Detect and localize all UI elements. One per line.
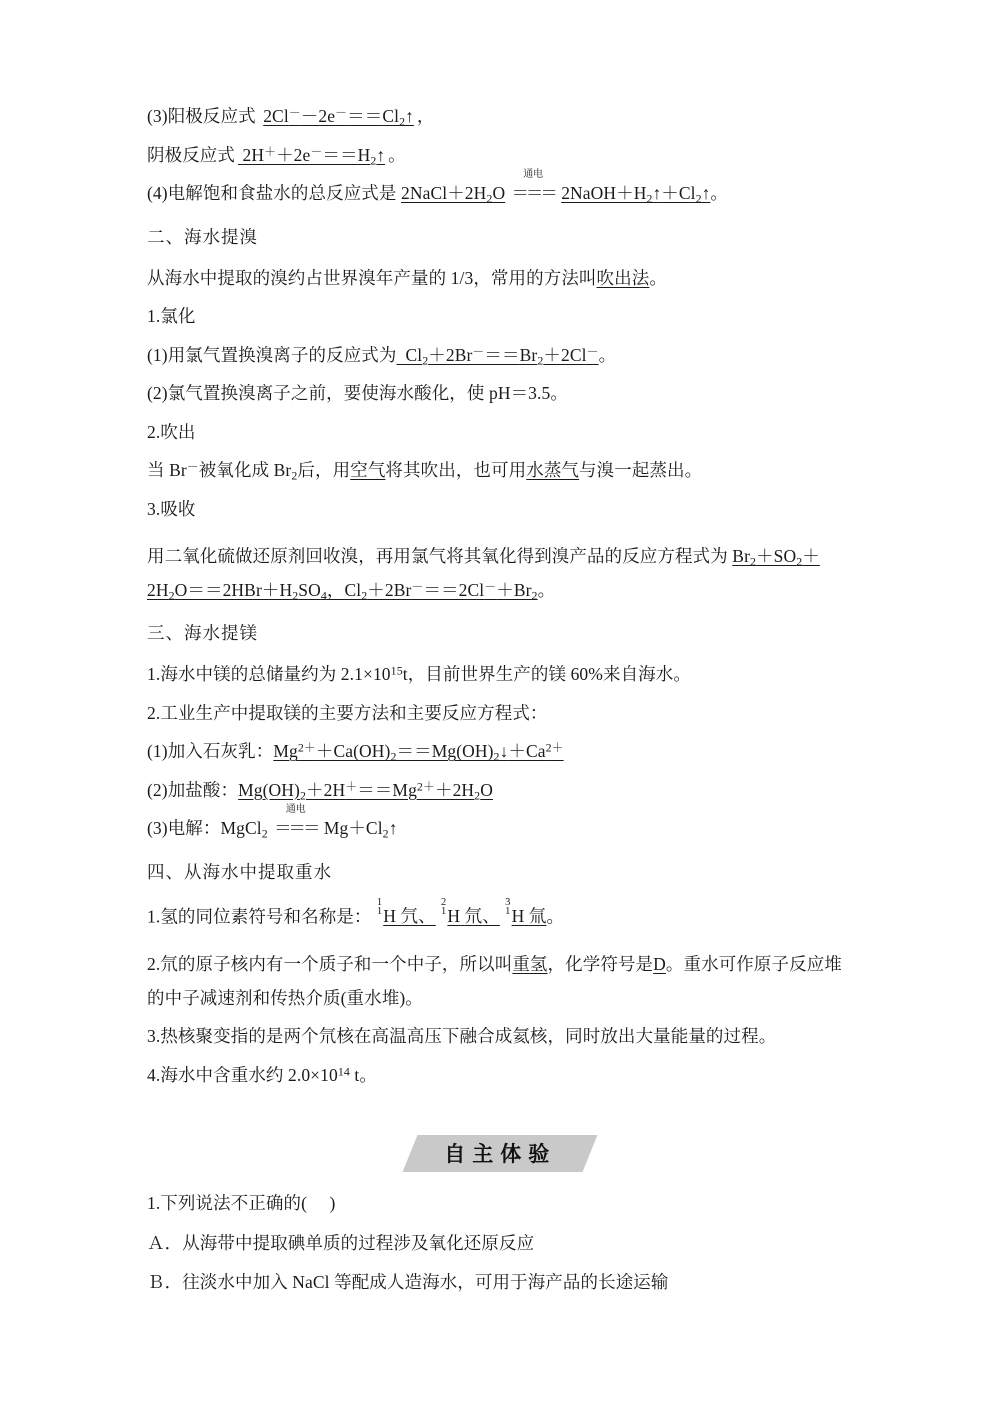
- lime-equation: $Mg^{2+}+Ca(OH)_2==Mg(OH)_2↓+Ca^{2+}$: [273, 740, 564, 764]
- subsection-heading-absorption: 3.吸收: [147, 498, 196, 519]
- overall-equation: $2NaCl+2H_2O$ 通电 ＝＝＝ $2NaOH+H_2↑+Cl_2↑$: [401, 169, 711, 206]
- paragraph-heavy-water-amount: [147, 1064, 857, 1085]
- heavy-water-before: 4.海水中含重水约 2.0×10: [147, 1064, 338, 1085]
- nuclide-tritium: 3 1: [505, 897, 511, 918]
- blowout-seg1: 当 Br: [147, 460, 187, 480]
- isotopes-tail: 。: [546, 906, 565, 927]
- quiz-option-b[interactable]: Ｂ．往淡水中加入 NaCl 等配成人造海水，可用于海产品的长途运输: [147, 1272, 669, 1292]
- paragraph-anode-reaction: [147, 105, 857, 129]
- paragraph-overall-electrolysis: [147, 169, 857, 206]
- quiz-answer-bracket-close: ): [329, 1193, 336, 1213]
- paragraph-bromine-intro: [147, 267, 857, 288]
- blowout-sub: 2: [291, 468, 298, 483]
- mgcl2-prefix: (3)电解：: [147, 818, 221, 839]
- mg-reserves-before: 1.海水中镁的总储量约为 2.1×10: [147, 664, 391, 685]
- quiz-option-a[interactable]: Ａ．从海带中提取碘单质的过程涉及氧化还原反应: [147, 1232, 535, 1253]
- subsection-heading-blowout: 2.吹出: [147, 421, 196, 442]
- cathode-tail: 。: [388, 144, 406, 165]
- paragraph-cathode-reaction: [147, 144, 857, 167]
- paragraph-hydrogen-isotopes: [147, 897, 857, 927]
- bromine-intro-after: 。: [649, 267, 667, 288]
- paragraph-chlorination-equation: [147, 344, 857, 367]
- anode-answer: $2Cl^--2e^-==Cl_2↑$: [263, 105, 414, 129]
- blowout-answer-air: 空气: [350, 460, 386, 480]
- deuterium-seg2: ，化学符号是: [547, 953, 654, 974]
- paragraph-thermonuclear-fusion: 3.热核聚变指的是两个氘核在高温高压下融合成氦核，同时放出大量能量的过程。: [147, 1026, 777, 1046]
- blowout-charge: －: [186, 459, 199, 474]
- heavy-water-after: t。: [349, 1064, 377, 1085]
- deuterium-answer-symbol: D: [653, 953, 666, 974]
- absorption-equation: $Br_2+SO_2+2H_2O==2HBr+H_2SO_4$，$Cl_2+2Br^-==2Cl^-+Br_2$: [147, 546, 820, 603]
- document-body: [147, 105, 857, 1105]
- paragraph-deuterium-nucleus: [147, 947, 857, 1015]
- condition-electrolysis-mg: 通电 ＝＝＝: [274, 804, 318, 839]
- section-banner-row: [0, 1135, 1000, 1195]
- section-heading-heavy-water: 四、从海水中提取重水: [147, 861, 332, 882]
- self-experience-banner: [403, 1135, 598, 1172]
- mg-reserves-after: t，目前世界生产的镁 60%来自海水。: [402, 664, 691, 685]
- bromine-intro-before: 从海水中提取的溴约占世界溴年产量的 1/3，常用的方法叫: [147, 267, 597, 288]
- deuterium-seg1: 2.氘的原子核内有一个质子和一个中子，所以叫: [147, 953, 513, 974]
- paragraph-hydrochloric-acid: [147, 779, 857, 803]
- heavy-water-exponent: 14: [337, 1064, 350, 1079]
- blowout-seg3: 后，用: [297, 460, 351, 480]
- paragraph-lime-milk: [147, 740, 857, 764]
- blowout-seg2: 被氧化成 Br: [198, 460, 292, 480]
- quiz-section: [147, 1195, 857, 1314]
- section-heading-magnesium: 三、海水提镁: [147, 623, 258, 644]
- section-heading-bromine: 二、海水提溴: [147, 226, 258, 247]
- bromine-intro-answer: 吹出法: [596, 267, 650, 288]
- chlorination-prefix: (1)用氯气置换溴离子的反应式为: [147, 344, 397, 365]
- lime-prefix: (1)加入石灰乳：: [147, 741, 274, 762]
- isotopes-prefix: 1.氢的同位素符号和名称是：: [147, 906, 372, 927]
- anode-prefix: (3)阳极反应式: [147, 106, 256, 126]
- mg-reserves-exponent: 15: [390, 663, 403, 678]
- cathode-prefix: 阴极反应式: [147, 144, 235, 165]
- isotopes-answer: 1 1 H 氕、 2 1 H 氘、 3 1 H 氚: [372, 906, 547, 926]
- absorption-tail: 。: [537, 580, 556, 601]
- quiz-question: [147, 1195, 857, 1213]
- paragraph-mgcl2-electrolysis: [147, 804, 857, 841]
- quiz-question-text: 1.下列说法不正确的(: [147, 1193, 308, 1213]
- chlorination-answer: $Cl_2+2Br^-==Br_2+2Cl^-$: [405, 344, 599, 367]
- subsection-heading-chlorination: 1.氯化: [147, 306, 196, 326]
- overall-prefix: (4)电解饱和食盐水的总反应式是: [147, 183, 397, 203]
- nuclide-deuterium: 2 1: [440, 897, 447, 918]
- overall-tail: 。: [710, 183, 729, 203]
- paragraph-blowout-body: [147, 459, 857, 483]
- hcl-prefix: (2)加盐酸：: [147, 779, 239, 800]
- self-experience-banner-label: 自主体验: [444, 1143, 557, 1166]
- paragraph-magnesium-methods: 2.工业生产中提取镁的主要方法和主要反应方程式：: [147, 702, 548, 723]
- absorption-prefix: 用二氧化硫做还原剂回收溴，再用氯气将其氧化得到溴产品的反应方程式为: [147, 546, 728, 566]
- nuclide-protium: 1 1: [376, 897, 383, 918]
- hcl-equation: $Mg(OH)_2+2H^+==Mg^{2+}+2H_2O$: [238, 779, 493, 803]
- paragraph-absorption-body: [147, 539, 857, 607]
- mgcl2-equation: MgCl$_2$ 通电 ＝＝＝ $Mg+Cl_2↑$: [220, 804, 398, 841]
- anode-tail: ，: [416, 106, 435, 126]
- paragraph-acidification: (2)氯气置换溴离子之前，要使海水酸化，使 pH＝3.5。: [147, 383, 568, 403]
- blowout-seg4: 将其吹出，也可用: [385, 460, 527, 480]
- paragraph-magnesium-reserves: [147, 663, 857, 685]
- chlorination-tail: 。: [598, 344, 617, 365]
- deuterium-answer-heavy-hydrogen: 重氢: [512, 953, 548, 974]
- blowout-seg5: 与溴一起蒸出。: [579, 460, 703, 480]
- deuterium-seg3: 。重水可作原子反应堆的中子减速剂和传热介质(重水堆)。: [147, 953, 842, 1008]
- cathode-answer: $2H^++2e^-==H_2↑$: [242, 144, 386, 167]
- condition-electrolysis: 通电 ＝＝＝: [511, 169, 555, 203]
- blowout-answer-steam: 水蒸气: [526, 460, 580, 480]
